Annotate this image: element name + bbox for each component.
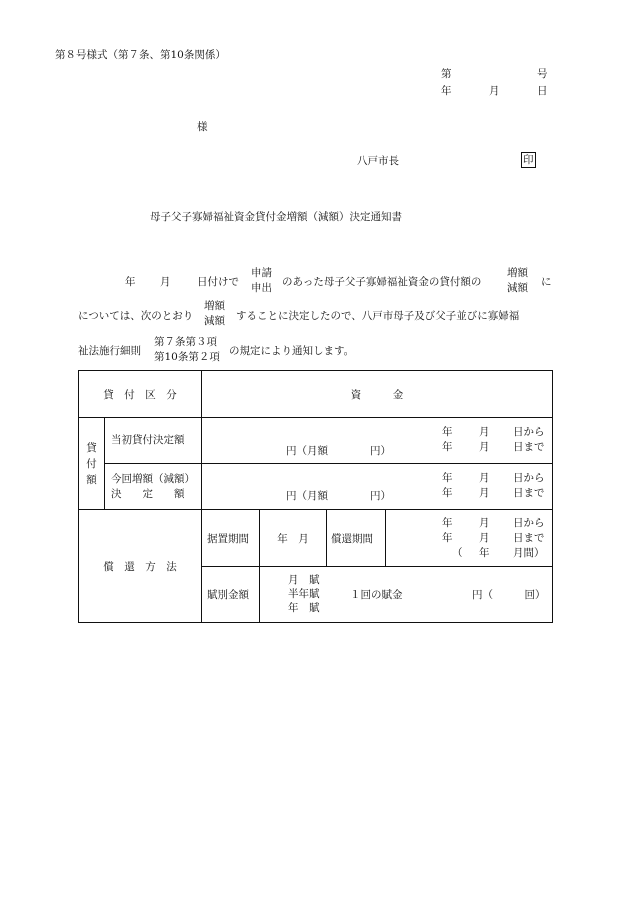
date-word: 年: [479, 546, 490, 559]
repay-until: [442, 531, 552, 546]
date-word: 月: [479, 471, 490, 484]
header-category: 貸 付 区 分: [79, 371, 202, 418]
article-choice-top: 第７条第３項: [154, 336, 217, 348]
change-amount-cell: [202, 464, 553, 510]
grace-period-label: 据置期間: [202, 510, 260, 567]
date-word: 年: [442, 486, 453, 499]
body-line3-end: の規定により通知します。: [229, 345, 355, 357]
initial-from: [442, 425, 545, 440]
change-amount-label: [105, 464, 202, 510]
doc-number-suffix: 号: [537, 68, 548, 80]
installment-cell: [260, 567, 553, 623]
date-word: 年: [442, 516, 453, 529]
date-word: （: [452, 546, 463, 559]
date-year: 年: [441, 85, 452, 97]
article-choice-bottom: 第10条第２項: [154, 351, 220, 363]
date-word: 日から: [513, 516, 545, 529]
installment-types: [288, 573, 320, 615]
repay-from: [442, 516, 552, 531]
group-char-1: 貸: [86, 441, 97, 454]
repayment-method-label: 償 還 方 法: [79, 510, 202, 623]
installment-label: 賦別金額: [202, 567, 260, 623]
change-choice-2-bottom: 減額: [204, 315, 225, 327]
date-word: 月: [479, 531, 490, 544]
change-choice-2-top: 増額: [204, 300, 225, 312]
table-header-row: [79, 371, 553, 418]
change-from: [442, 471, 545, 486]
issuer-title: 八戸市長: [357, 155, 399, 167]
change-label-line2: 決 定 額: [111, 487, 185, 500]
repay-total: [442, 546, 552, 561]
repayment-period-label: 償還期間: [327, 510, 386, 567]
date-word: 日まで: [513, 531, 545, 544]
date-word: 年: [442, 440, 453, 453]
date-word: 日から: [513, 425, 545, 438]
change-until: [442, 486, 545, 501]
body-line1-end: に: [541, 276, 552, 288]
body-line2-start: については、次のとおり: [78, 310, 194, 322]
repayment-period: [386, 516, 552, 561]
group-char-2: 付: [86, 457, 97, 470]
installment-halfyear: 半年賦: [288, 587, 320, 600]
initial-amount-cell: [202, 418, 553, 464]
initial-period: [442, 425, 545, 455]
installment-monthly: 月 賦: [288, 573, 320, 586]
table-row-grace: [79, 510, 553, 567]
form-label: 第８号様式（第７条、第10条関係）: [55, 49, 226, 61]
date-word: 日まで: [513, 486, 545, 499]
date-month: 月: [489, 85, 500, 97]
body-line2-end: することに決定したので、八戸市母子及び父子並びに寡婦福: [236, 310, 520, 322]
repayment-period-cell: [386, 510, 553, 567]
change-yen: 円（月額 円）: [286, 489, 391, 502]
body-line1-mid: のあった母子父子寡婦福祉資金の貸付額の: [282, 276, 482, 288]
date-word: 年: [442, 425, 453, 438]
date-word: 年: [442, 531, 453, 544]
date-word: 月間）: [513, 546, 545, 559]
date-word: 月: [479, 425, 490, 438]
initial-yen: 円（月額 円）: [286, 444, 391, 457]
initial-amount-label: 当初貸付決定額: [105, 418, 202, 464]
date-word: 日から: [513, 471, 545, 484]
change-label-line1: 今回増額（減額）: [111, 472, 195, 485]
addressee-suffix: 様: [197, 121, 208, 133]
change-period: [442, 471, 545, 501]
initial-until: [442, 440, 545, 455]
date-word: 月: [479, 516, 490, 529]
loan-amount-group: [79, 418, 105, 510]
header-fund: 資 金: [202, 371, 553, 418]
seal-mark: 印: [523, 154, 534, 166]
body-day-suffix: 日付けで: [197, 276, 239, 288]
change-choice-1: [507, 266, 528, 296]
loan-table: [78, 370, 553, 623]
body-month: 月: [160, 276, 171, 288]
article-choice: [154, 335, 220, 365]
table-row-change: [79, 464, 553, 510]
doc-number-prefix: 第: [441, 68, 452, 80]
date-word: 年: [442, 471, 453, 484]
document-title: 母子父子寡婦福祉資金貸付金増額（減額）決定通知書: [150, 211, 402, 223]
table-row-initial: [79, 418, 553, 464]
installment-amount: 円（ 回）: [472, 588, 546, 601]
change-choice-1-top: 増額: [507, 267, 528, 279]
change-choice-1-bottom: 減額: [507, 282, 528, 294]
apply-choice-top: 申請: [251, 267, 272, 279]
apply-choice: [251, 266, 272, 296]
date-day: 日: [537, 85, 548, 97]
installment-yearly: 年 賦: [288, 601, 320, 614]
grace-period-value: 年 月: [260, 510, 327, 567]
body-line3-start: 祉法施行細則: [78, 345, 141, 357]
date-word: 月: [479, 440, 490, 453]
installment-amount-label: １回の賦金: [350, 588, 403, 601]
apply-choice-bottom: 申出: [251, 282, 272, 294]
group-char-3: 額: [86, 473, 97, 486]
date-word: 日まで: [513, 440, 545, 453]
change-choice-2: [204, 299, 225, 329]
body-year: 年: [125, 276, 136, 288]
date-word: 月: [479, 486, 490, 499]
